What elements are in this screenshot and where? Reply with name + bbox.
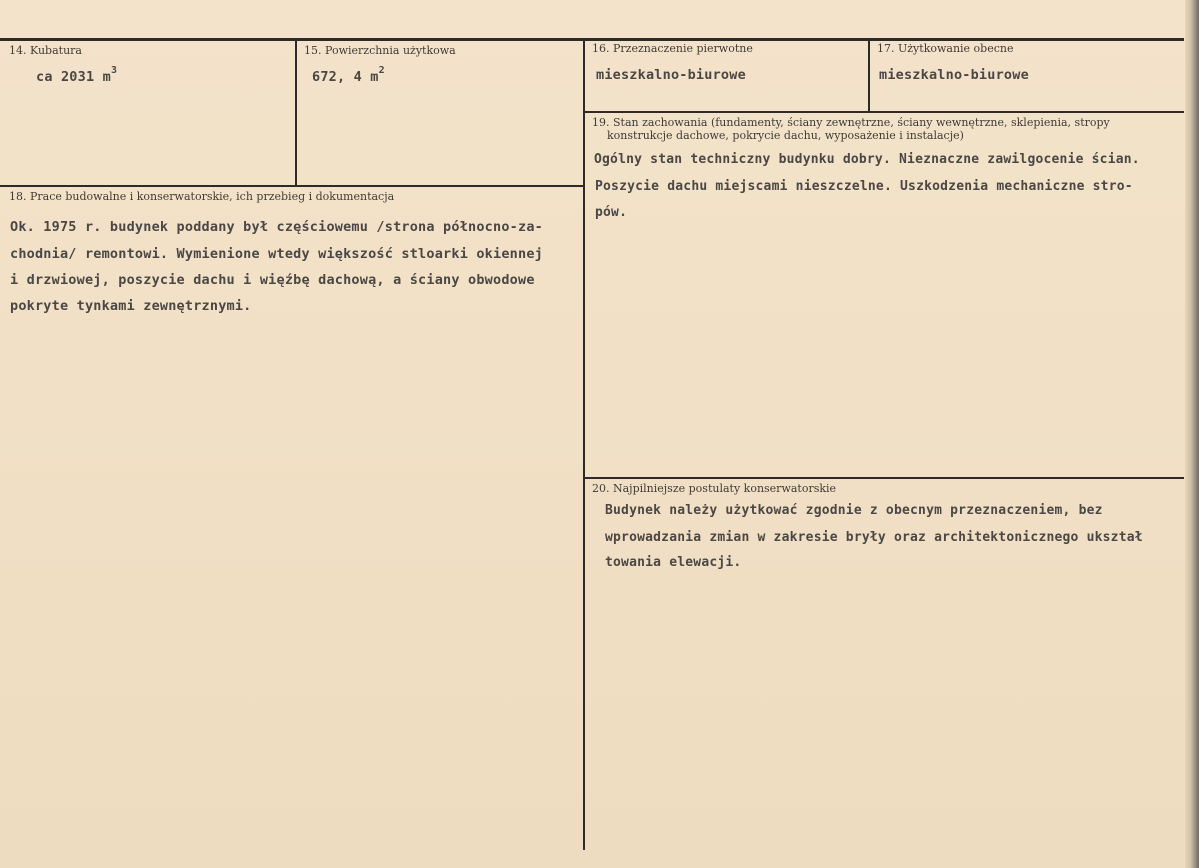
postulaty-line-3: towania elewacji. [605, 555, 742, 570]
prace-label: 18. Prace budowalne i konserwatorskie, ich przebieg i dokumentacja [9, 190, 395, 203]
top-rule [0, 38, 1184, 41]
kubatura-value [36, 65, 118, 85]
przeznaczenie-label: 16. Przeznaczenie pierwotne [592, 42, 753, 55]
prace-line-1: Ok. 1975 r. budynek poddany był częściowemu /strona północno-za- [10, 219, 543, 235]
kubatura-label: 14. Kubatura [9, 44, 82, 57]
prace-line-2: chodnia/ remontowi. Wymienione wtedy większość stloarki okiennej [10, 246, 543, 262]
kubatura-number: ca 2031 m [36, 69, 111, 85]
kubatura-unit-exponent: 3 [110, 65, 118, 76]
stan-line-1: Ogólny stan techniczny budynku dobry. Nieznaczne zawilgocenie ścian. [594, 152, 1140, 167]
rule-above-20 [584, 477, 1184, 479]
powierzchnia-value [312, 65, 385, 85]
stan-label-line-1: 19. Stan zachowania (fundamenty, ściany zewnętrzne, ściany wewnętrzne, sklepienia, stropy [592, 116, 1110, 129]
uzytkowanie-value: mieszkalno-biurowe [879, 67, 1029, 83]
main-vertical-divider [583, 40, 585, 850]
uzytkowanie-label: 17. Użytkowanie obecne [877, 42, 1014, 55]
powierzchnia-unit-exponent: 2 [378, 65, 385, 76]
stan-line-3: pów. [595, 205, 628, 220]
divider-14-15 [295, 40, 297, 185]
prace-line-4: pokryte tynkami zewnętrznymi. [10, 298, 252, 314]
postulaty-line-1: Budynek należy użytkować zgodnie z obecnym przeznaczeniem, bez [605, 503, 1103, 518]
stan-label-line-2: konstrukcje dachowe, pokrycie dachu, wyposażenie i instalacje) [607, 129, 964, 142]
powierzchnia-label: 15. Powierzchnia użytkowa [304, 44, 456, 57]
rule-under-14-15 [0, 185, 584, 187]
stan-line-2: Poszycie dachu miejscami nieszczelne. Uszkodzenia mechaniczne stro- [595, 179, 1133, 194]
powierzchnia-number: 672, 4 m [312, 69, 379, 85]
rule-under-16-17 [584, 111, 1184, 113]
przeznaczenie-value: mieszkalno-biurowe [596, 67, 746, 83]
prace-line-3: i drzwiowej, poszycie dachu i więźbę dachową, a ściany obwodowe [10, 272, 535, 288]
divider-16-17 [868, 40, 870, 112]
postulaty-label: 20. Najpilniejsze postulaty konserwatorskie [592, 482, 837, 495]
postulaty-line-2: wprowadzania zmian w zakresie bryły oraz architektonicznego ukształ [605, 530, 1143, 545]
card-edge-shadow [1185, 0, 1199, 868]
